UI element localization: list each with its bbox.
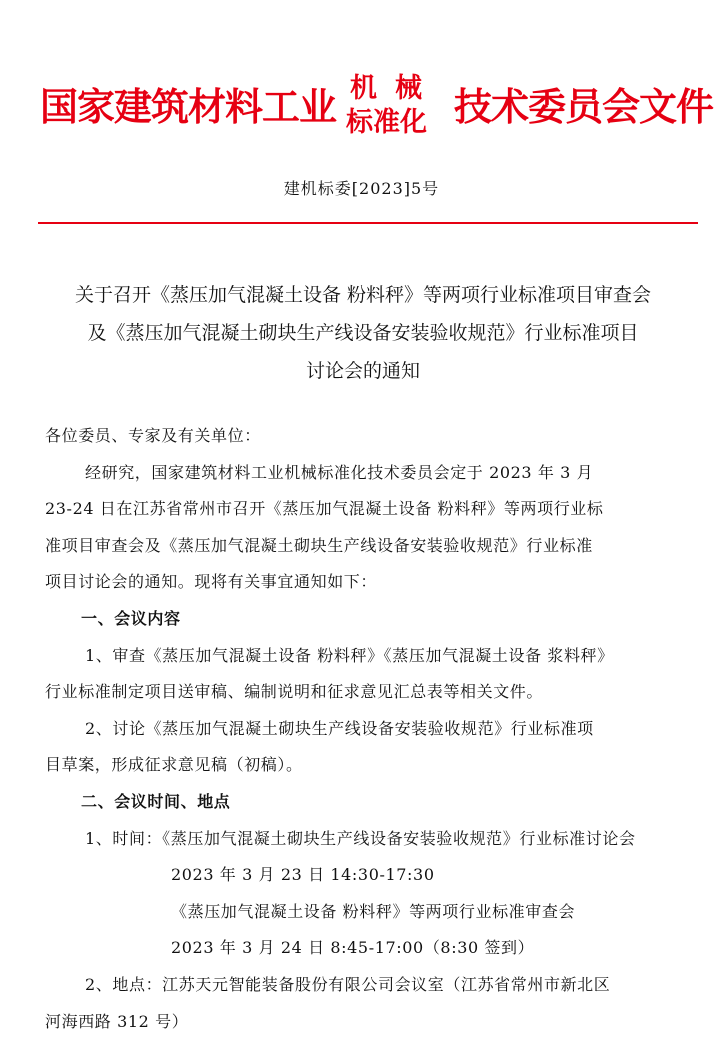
red-divider bbox=[38, 222, 698, 224]
time-line-2: 2023 年 3 月 23 日 14:30-17:30 bbox=[45, 857, 695, 894]
intro-line-1: 经研究，国家建筑材料工业机械标准化技术委员会定于 2023 年 3 月 bbox=[45, 455, 695, 492]
section-heading-meeting-content: 一、会议内容 bbox=[45, 601, 695, 638]
intro-line-3: 准项目审查会及《蒸压加气混凝土砌块生产线设备安装验收规范》行业标准 bbox=[45, 528, 695, 565]
place-line-1: 2、地点：江苏天元智能装备股份有限公司会议室（江苏省常州市新北区 bbox=[45, 967, 695, 1004]
title-line-1: 关于召开《蒸压加气混凝土设备 粉料秤》等两项行业标准项目审查会 bbox=[30, 276, 696, 314]
time-line-3: 《蒸压加气混凝土设备 粉料秤》等两项行业标准审查会 bbox=[45, 894, 695, 931]
intro-line-4: 项目讨论会的通知。现将有关事宜通知如下： bbox=[45, 564, 695, 601]
time-line-4: 2023 年 3 月 24 日 8:45-17:00（8:30 签到） bbox=[45, 930, 695, 967]
header-stacked-text bbox=[346, 72, 440, 140]
item1-line-1: 1、审查《蒸压加气混凝土设备 粉料秤》《蒸压加气混凝土设备 浆料秤》 bbox=[45, 638, 695, 675]
place-line-2: 河海西路 312 号） bbox=[45, 1004, 695, 1040]
notice-body bbox=[45, 418, 695, 1040]
header-org-name: 国家建筑材料工业 bbox=[40, 82, 336, 132]
notice-title bbox=[30, 276, 696, 390]
section-heading-time-place: 二、会议时间、地点 bbox=[45, 784, 695, 821]
document-header bbox=[40, 66, 700, 146]
title-line-2: 及《蒸压加气混凝土砌块生产线设备安装验收规范》行业标准项目 bbox=[30, 314, 696, 352]
header-stack-bottom: 标准化 bbox=[346, 106, 440, 140]
item2-line-2: 目草案，形成征求意见稿（初稿）。 bbox=[45, 747, 695, 784]
item2-line-1: 2、讨论《蒸压加气混凝土砌块生产线设备安装验收规范》行业标准项 bbox=[45, 711, 695, 748]
title-line-3: 讨论会的通知 bbox=[30, 352, 696, 390]
header-stack-top: 机械 bbox=[346, 72, 440, 106]
header-committee-file: 技术委员会文件 bbox=[454, 82, 713, 132]
time-line-1: 1、时间：《蒸压加气混凝土砌块生产线设备安装验收规范》行业标准讨论会 bbox=[45, 821, 695, 858]
document-number: 建机标委[2023]5号 bbox=[0, 176, 723, 199]
item1-line-2: 行业标准制定项目送审稿、编制说明和征求意见汇总表等相关文件。 bbox=[45, 674, 695, 711]
salutation: 各位委员、专家及有关单位： bbox=[45, 418, 695, 455]
intro-line-2: 23-24 日在江苏省常州市召开《蒸压加气混凝土设备 粉料秤》等两项行业标 bbox=[45, 491, 695, 528]
